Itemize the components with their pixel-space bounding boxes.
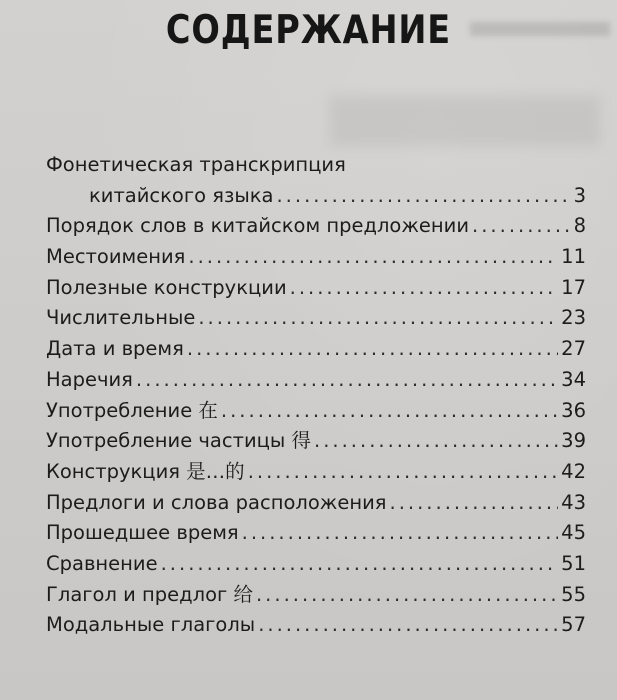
toc-entry-page: 23 (561, 306, 586, 330)
toc-entry-page: 43 (561, 490, 586, 514)
dot-leader (276, 181, 570, 212)
dot-leader (187, 334, 558, 365)
toc-entry (46, 211, 586, 242)
dot-leader (256, 580, 558, 611)
toc-entry-title: Дата и время (46, 337, 184, 361)
toc-entry-page: 55 (561, 582, 586, 606)
toc-entry-title: Местоимения (46, 245, 186, 269)
toc-entry-page: 51 (561, 551, 586, 575)
dot-leader (188, 242, 558, 273)
toc-entry-title: Фонетическая транскрипция (46, 153, 346, 176)
toc-entry (46, 457, 586, 488)
toc-entry-title: Глагол и предлог 给 (46, 582, 253, 606)
dot-leader (161, 549, 559, 580)
toc-entry (46, 518, 586, 549)
toc-entry (46, 580, 586, 611)
toc-entry (46, 334, 586, 365)
toc-entry-title: Предлоги и слова расположения (46, 490, 387, 514)
toc-entry (46, 273, 586, 304)
toc-entry (46, 242, 586, 273)
toc-entry-page: 8 (573, 214, 586, 238)
dot-leader (242, 518, 559, 549)
toc-entry-title: Наречия (46, 367, 133, 391)
toc-entry (46, 396, 586, 427)
toc-entry-page: 17 (561, 275, 586, 299)
toc-entry-page: 39 (561, 429, 586, 453)
toc-entry-page: 45 (561, 521, 586, 545)
toc-entry-title: Сравнение (46, 551, 158, 575)
toc-entry (46, 365, 586, 396)
toc-entry-title: Модальные глаголы (46, 613, 256, 637)
dot-leader (248, 457, 558, 488)
toc-entry (46, 426, 586, 457)
toc-entry (46, 610, 586, 641)
toc-entry (46, 181, 586, 212)
toc-entry (46, 549, 586, 580)
toc-entry-page: 57 (561, 613, 586, 637)
toc-entry-page: 34 (561, 367, 586, 391)
dot-leader (472, 211, 571, 242)
toc-entry-page: 27 (561, 337, 586, 361)
page-title: СОДЕРЖАНИЕ (165, 8, 452, 53)
toc-entry-title: Употребление 在 (46, 398, 218, 422)
toc-entry (46, 303, 586, 334)
toc-entry-title: Числительные (46, 306, 196, 330)
bleed-through-shadow (330, 96, 600, 146)
table-of-contents (46, 150, 586, 641)
toc-entry-title: Прошедшее время (46, 521, 239, 545)
toc-entry-page: 36 (561, 398, 586, 422)
toc-entry-page: 11 (561, 245, 586, 269)
toc-entry-title: Конструкция 是…的 (46, 459, 245, 483)
dot-leader (290, 273, 559, 304)
toc-entry-title: китайского языка (89, 183, 274, 207)
toc-entry-title: Употребление частицы 得 (46, 429, 311, 453)
dot-leader (198, 303, 558, 334)
dot-leader (314, 426, 558, 457)
toc-entry-title: Полезные конструкции (46, 275, 287, 299)
toc-entry-title: Порядок слов в китайском предложении (46, 214, 470, 238)
toc-entry-page: 3 (573, 183, 586, 207)
dot-leader (221, 396, 558, 427)
dot-leader (390, 488, 559, 519)
toc-entry (46, 150, 586, 181)
dot-leader (136, 365, 558, 396)
toc-entry-page: 42 (561, 459, 586, 483)
dot-leader (258, 610, 558, 641)
toc-entry (46, 488, 586, 519)
